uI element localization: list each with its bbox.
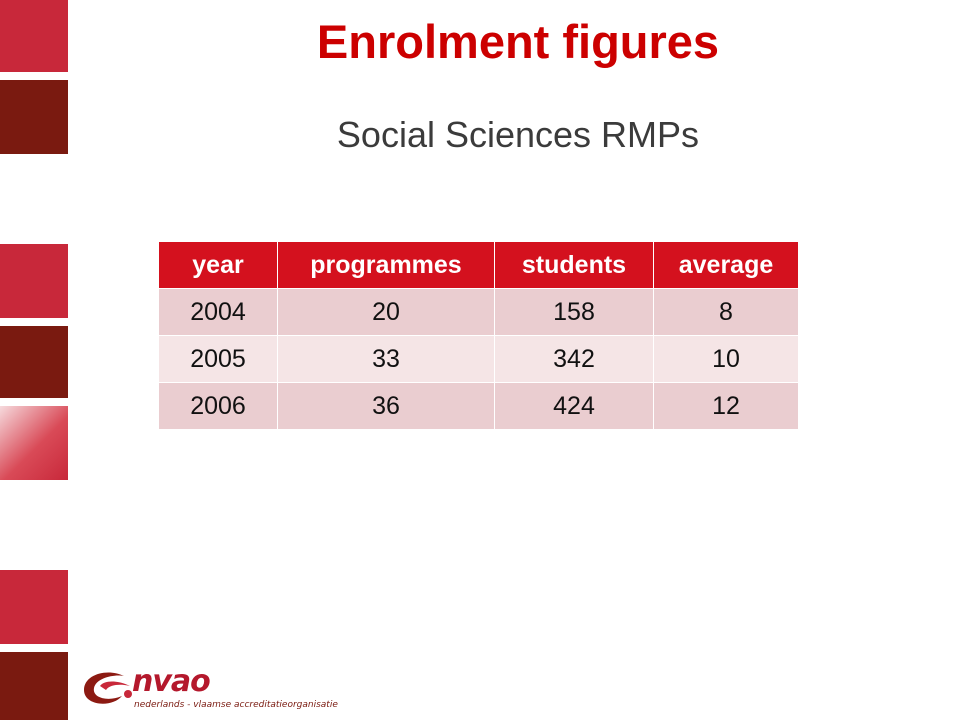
table-cell-average: 8 <box>654 289 799 336</box>
decorative-block <box>0 406 68 480</box>
table-cell-programmes: 20 <box>278 289 495 336</box>
column-header-programmes: programmes <box>278 242 495 289</box>
table-row <box>159 289 799 336</box>
enrolment-table <box>158 241 799 430</box>
table-cell-year: 2005 <box>159 336 278 383</box>
table-cell-students: 342 <box>495 336 654 383</box>
decorative-block <box>0 652 68 720</box>
slide-title: Enrolment figures <box>316 15 720 68</box>
table-cell-year: 2006 <box>159 383 278 430</box>
table-cell-average: 10 <box>654 336 799 383</box>
table-cell-average: 12 <box>654 383 799 430</box>
column-header-average: average <box>654 242 799 289</box>
table-cell-year: 2004 <box>159 289 278 336</box>
column-header-students: students <box>495 242 654 289</box>
table-cell-students: 158 <box>495 289 654 336</box>
decorative-block <box>0 244 68 318</box>
table-header-row <box>159 242 799 289</box>
logo-wordmark: nvao <box>132 664 210 699</box>
column-header-year: year <box>159 242 278 289</box>
decorative-block <box>0 326 68 398</box>
slide-subtitle: Social Sciences RMPs <box>336 114 700 155</box>
decorative-block <box>0 570 68 644</box>
table-cell-programmes: 33 <box>278 336 495 383</box>
table-row <box>159 336 799 383</box>
logo-tagline: nederlands - vlaamse accreditatieorganisatie <box>134 700 338 710</box>
nvao-logo <box>72 660 338 718</box>
table-row <box>159 383 799 430</box>
table-cell-students: 424 <box>495 383 654 430</box>
logo-swirl-icon <box>78 664 138 714</box>
table-cell-programmes: 36 <box>278 383 495 430</box>
